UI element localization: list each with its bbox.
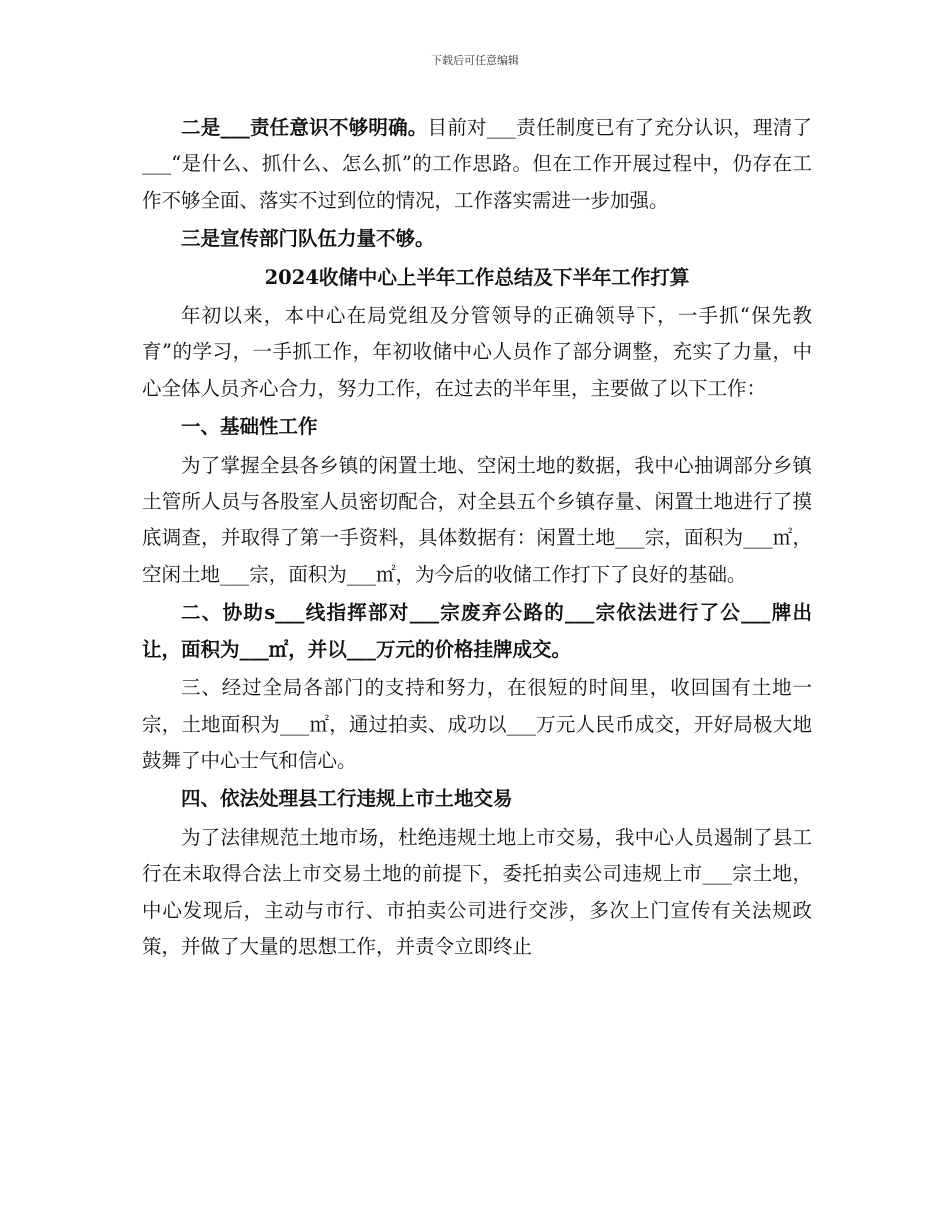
section-heading-illegal-trade: 四、依法处理县工行违规上市土地交易 <box>181 787 513 811</box>
paragraph-illegal-trade: 为了法律规范土地市场，杜绝违规土地上市交易，我中心人员遏制了县工行在未取得合法上市交易土地的前提下，委托拍卖公司违规上市___宗土地，中心发现后，主动与市行、市拍卖公司进行交涉，多次上门宣传有关法规政策，并做了大量的思想工作，并责令立即终止 <box>142 825 812 958</box>
paragraph-basic-work: 为了掌握全县各乡镇的闲置土地、空闲土地的数据，我中心抽调部分乡镇土管所人员与各股室人员密切配合，对全县五个乡镇存量、闲置土地进行了摸底调查，并取得了第一手资料，具体数据有：闲置土地___宗，面积为___㎡，空闲土地___宗，面积为___㎡，为今后的收储工作打下了良好的基础。 <box>142 453 812 586</box>
paragraph-intro: 年初以来，本中心在局党组及分管领导的正确领导下，一手抓“保先教育”的学习，一手抓工作，年初收储中心人员作了部分调整，充实了力量，中心全体人员齐心合力，努力工作，在过去的半年里，主要做了以下工作： <box>142 304 812 400</box>
paragraph-assist-highway: 二、协助s___线指挥部对___宗废弃公路的___宗依法进行了公___牌出让，面积为___㎡，并以___万元的价格挂牌成交。 <box>142 601 812 661</box>
paragraph-responsibility <box>142 110 812 219</box>
paragraph-lead-bold: 二是___责任意识不够明确。 <box>181 116 428 139</box>
document-title: 2024收储中心上半年工作总结及下半年工作打算 <box>264 265 690 289</box>
section-heading-basic-work: 一、基础性工作 <box>181 415 318 439</box>
document-body <box>142 110 812 965</box>
paragraph-publicity-team: 三是宣传部门队伍力量不够。 <box>181 227 435 251</box>
paragraph-text: 目前对___责任制度已有了充分认识，理清了___“是什么、抓什么、怎么抓”的工作思路。但在工作开展过程中，仍存在工作不够全面、落实不过到位的情况，工作落实需进一步加强。 <box>142 116 812 212</box>
page-header: 下载后可任意编辑 <box>431 54 519 67</box>
paragraph-land-recovery: 三、经过全局各部门的支持和努力，在很短的时间里，收回国有土地一宗，土地面积为___㎡，通过拍卖、成功以___万元人民币成交，开好局极大地鼓舞了中心士气和信心。 <box>142 676 812 772</box>
